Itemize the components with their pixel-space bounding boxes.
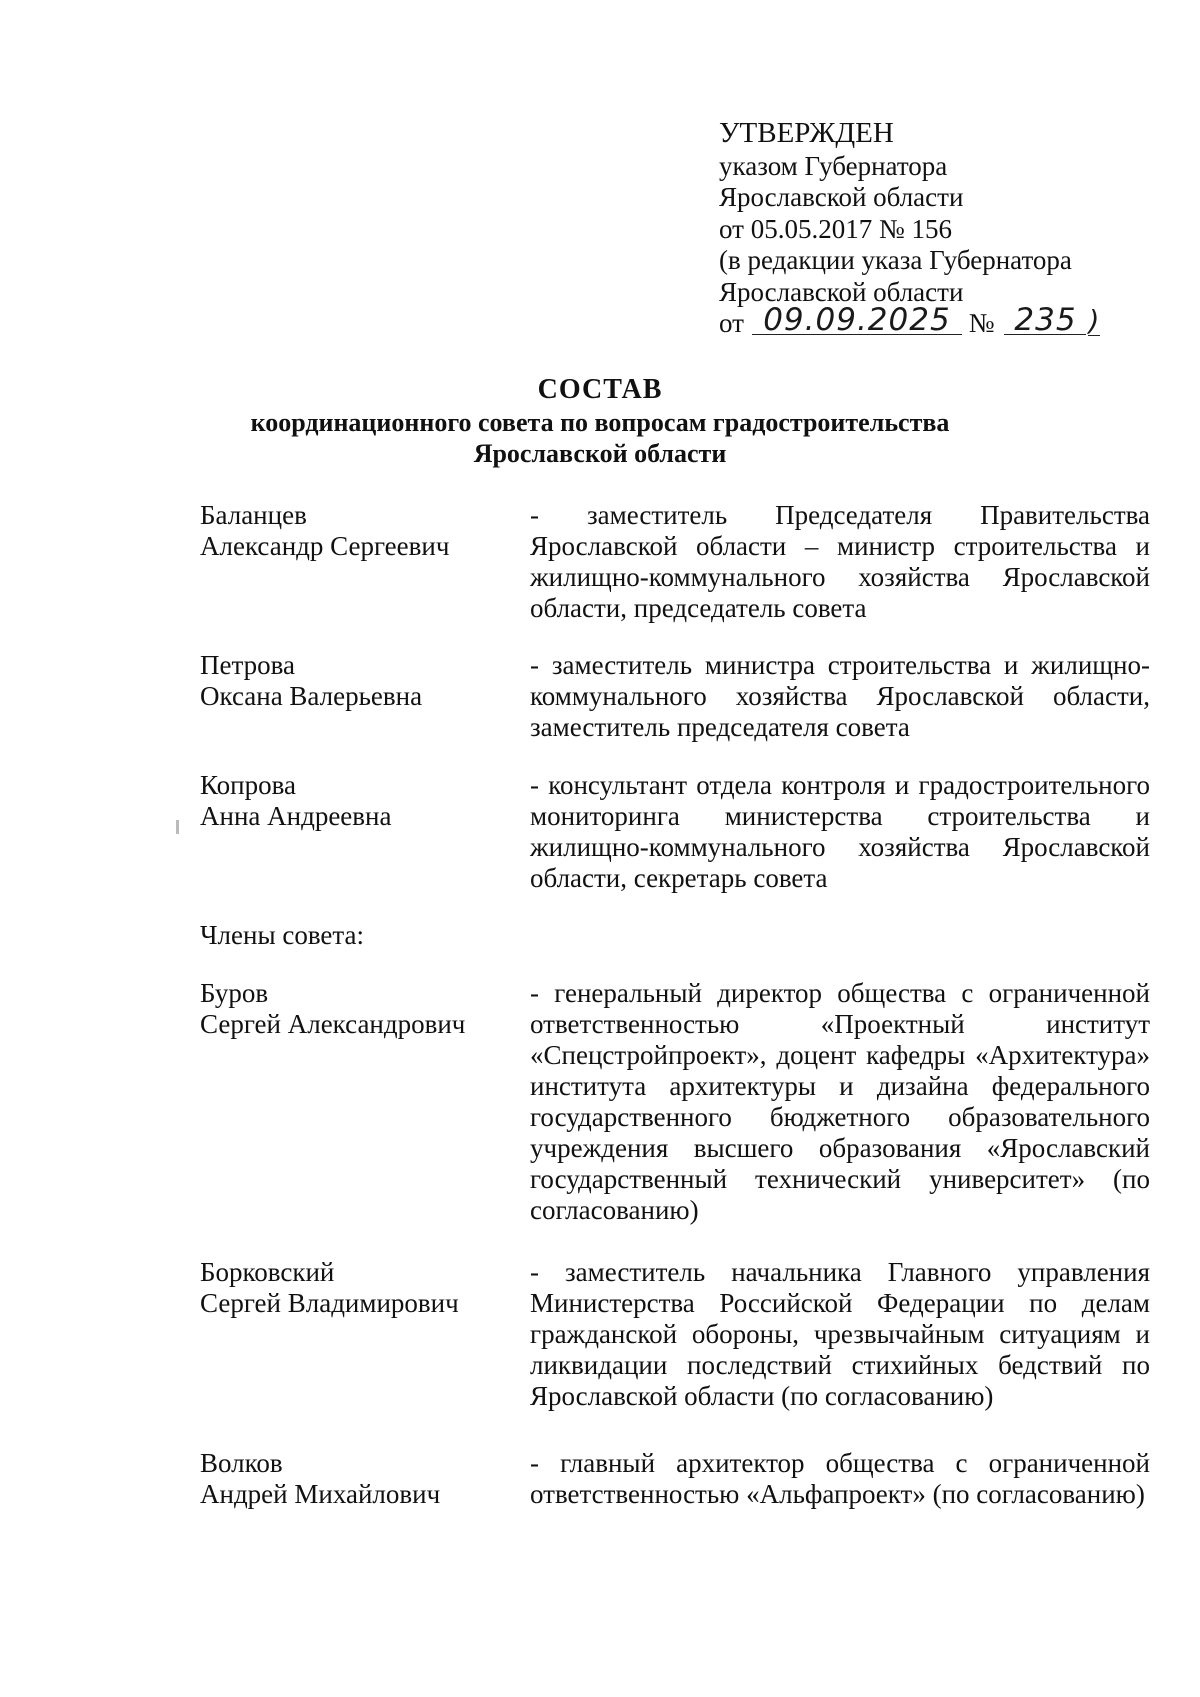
member-name: Волков Андрей Михайлович bbox=[200, 1448, 441, 1509]
member-name: Петрова Оксана Валерьевна bbox=[200, 650, 423, 711]
approval-line: от 05.05.2017 № 156 bbox=[719, 213, 952, 244]
approval-line: Ярославской области bbox=[719, 276, 964, 307]
member-name: Буров Сергей Александрович bbox=[200, 978, 466, 1039]
member-role: - консультант отдела контроля и градостроительного мониторинга министерства строительства и жилищно-коммунального хозяйства Ярославской области, секретарь совета bbox=[530, 770, 1150, 893]
member-entry bbox=[200, 1448, 1150, 1510]
members-label: Члены совета: bbox=[200, 920, 365, 950]
number-label: № bbox=[968, 308, 995, 338]
member-name: Борковский Сергей Владимирович bbox=[200, 1257, 459, 1318]
member-entry bbox=[200, 770, 1150, 894]
approval-stamp-block bbox=[719, 118, 1100, 340]
handwritten-number: 235 bbox=[1004, 306, 1086, 335]
member-name: Баланцев Александр Сергеевич bbox=[200, 500, 450, 561]
member-role: - генеральный директор общества с ограниченной ответственностью «Проектный институт «Спецстройпроект», доцент кафедры «Архитектура» института архитектуры и дизайна федерального государственного бюджетного образовательного учреждения высшего образования «Ярославский государственный технический университет» (по согласованию) bbox=[530, 978, 1150, 1225]
closing-parenthesis: ) bbox=[1088, 304, 1101, 337]
member-entry bbox=[200, 1257, 1150, 1412]
member-role: - заместитель начальника Главного управления Министерства Российской Федерации по делам гражданской обороны, чрезвычайным ситуациям и ликвидации последствий стихийных бедствий по Ярославской области (по согласованию) bbox=[530, 1257, 1150, 1411]
approval-line: Ярославской области bbox=[719, 182, 964, 212]
handwritten-date: 09.09.2025 bbox=[752, 306, 962, 335]
member-entry bbox=[200, 650, 1150, 743]
amendment-date-line bbox=[719, 302, 1101, 340]
member-entry bbox=[200, 978, 1150, 1226]
from-label: от bbox=[719, 308, 744, 338]
member-role: - заместитель Председателя Правительства Ярославской области – министр строительства и жилищно-коммунального хозяйства Ярославской области, председатель совета bbox=[530, 500, 1150, 623]
title-subtitle: Ярославской области bbox=[473, 439, 727, 468]
member-role: - главный архитектор общества с ограниченной ответственностью «Альфапроект» (по согласованию) bbox=[530, 1448, 1150, 1509]
member-name: Копрова Анна Андреевна bbox=[200, 770, 392, 831]
approval-heading: УТВЕРЖДЕН bbox=[719, 117, 894, 149]
approval-line: (в редакции указа Губернатора bbox=[719, 245, 1072, 275]
document-title bbox=[0, 373, 1200, 469]
approval-line: указом Губернатора bbox=[719, 150, 948, 181]
member-role: - заместитель министра строительства и жилищно-коммунального хозяйства Ярославской области, заместитель председателя совета bbox=[530, 650, 1150, 742]
scan-mark bbox=[176, 820, 179, 834]
title-subtitle: координационного совета по вопросам градостроительства bbox=[250, 408, 950, 437]
member-entry bbox=[200, 500, 1150, 624]
title-main: СОСТАВ bbox=[537, 374, 663, 405]
